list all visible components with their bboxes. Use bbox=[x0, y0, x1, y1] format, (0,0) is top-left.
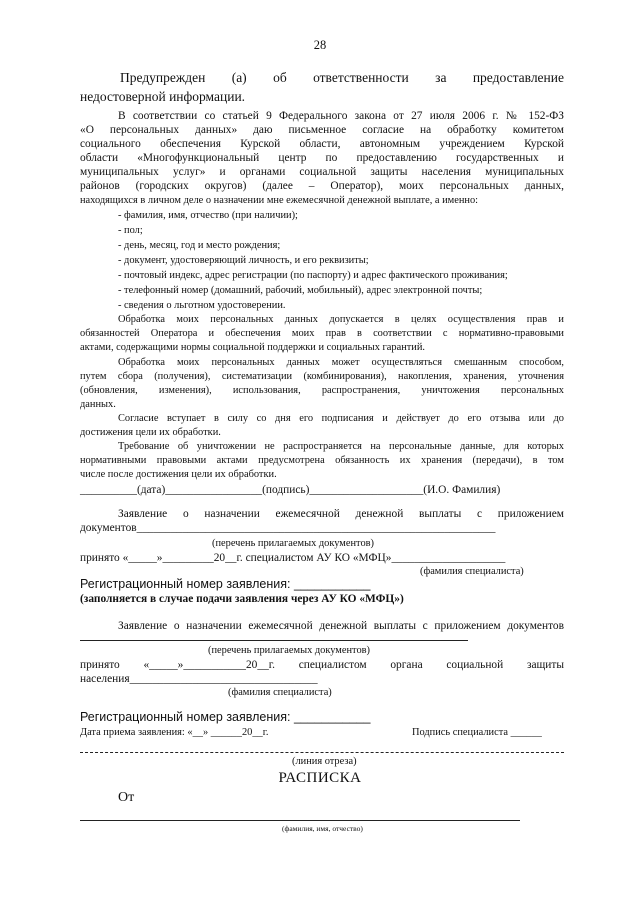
accepted-line: принято «_____»___________20__г. специалистом органа социальной защиты bbox=[80, 659, 564, 671]
documents-caption: (перечень прилагаемых документов) bbox=[208, 645, 371, 656]
date-received: Дата приема заявления: «__» ______20__г. bbox=[80, 727, 269, 738]
receipt-name-caption: (фамилия, имя, отчество) bbox=[282, 824, 363, 833]
paragraph-line: нормативными правовыми актами предусмотрена обязанность их хранения (передачи), в том bbox=[80, 455, 564, 466]
list-item: - почтовый индекс, адрес регистрации (по паспорту) и адрес фактического проживания; bbox=[118, 270, 508, 281]
list-item: - телефонный номер (домашний, рабочий, мобильный), адрес электронной почты; bbox=[118, 285, 483, 296]
consent-line: социального обеспечения Курской области, автономным учреждением Курской bbox=[80, 138, 564, 150]
population-line: населения_________________________________ bbox=[80, 673, 318, 685]
paragraph-line: Обработка моих персональных данных может осуществляться смешанным способом, bbox=[118, 357, 564, 368]
paragraph-line: (обновления, изменения), использования, распространения, уничтожения персональных bbox=[80, 385, 564, 396]
list-item: - фамилия, имя, отчество (при наличии); bbox=[118, 210, 298, 221]
registration-number: Регистрационный номер заявления: ___________ bbox=[80, 577, 371, 591]
specialist-signature: Подпись специалиста ______ bbox=[412, 727, 542, 738]
list-item: - день, месяц, год и место рождения; bbox=[118, 240, 281, 251]
list-item: - сведения о льготном удостоверении. bbox=[118, 300, 286, 311]
documents-blank-line bbox=[80, 640, 468, 641]
paragraph-line: данных. bbox=[80, 399, 116, 410]
mfc-note: (заполняется в случае подачи заявления через АУ КО «МФЦ») bbox=[80, 593, 404, 605]
receipt-title: РАСПИСКА bbox=[278, 770, 362, 786]
list-item: - документ, удостоверяющий личность, и его реквизиты; bbox=[118, 255, 369, 266]
warning-line-1: Предупрежден (а) об ответственности за предоставление bbox=[120, 70, 564, 85]
cut-line bbox=[80, 752, 564, 753]
signature-line: __________(дата)_________________(подпись)____________________(И.О. Фамилия) bbox=[80, 484, 501, 496]
accepted-line: принято «_____»_________20__г. специалистом АУ КО «МФЦ»____________________ bbox=[80, 552, 506, 564]
cut-line-label: (линия отреза) bbox=[292, 756, 357, 767]
consent-line: области «Многофункциональный центр по предоставлению государственных и bbox=[80, 152, 564, 164]
consent-line: В соответствии со статьей 9 Федерального закона от 27 июля 2006 г. № 152-ФЗ bbox=[118, 110, 564, 122]
paragraph-line: путем сбора (получения), систематизации (комбинирования), накопления, хранения, уточнения bbox=[80, 371, 564, 382]
receipt-from-label: От bbox=[118, 790, 135, 805]
paragraph-line: достижения цели их обработки. bbox=[80, 427, 221, 438]
paragraph-line: Требование об уничтожении не распространяется на персональные данные, для которых bbox=[118, 441, 564, 452]
paragraph-line: обязанностей Оператора и обеспечения моих прав в соответствии с нормативно-правовыми bbox=[80, 328, 564, 339]
application-line: Заявление о назначении ежемесячной денежной выплаты с приложением bbox=[118, 508, 564, 520]
specialist-caption: (фамилия специалиста) bbox=[420, 566, 524, 577]
documents-line: документов_______________________________________________________________ bbox=[80, 522, 496, 534]
consent-line: находящихся в личном деле о назначении мне ежемесячной денежной выплате, а именно: bbox=[80, 195, 479, 206]
specialist-caption: (фамилия специалиста) bbox=[228, 687, 332, 698]
consent-line: районов (городских округов) (далее – Оператор), моих персональных данных, bbox=[80, 180, 564, 192]
list-item: - пол; bbox=[118, 225, 143, 236]
paragraph-line: Согласие вступает в силу со дня его подписания и действует до его отзыва или до bbox=[118, 413, 564, 424]
consent-line: «О персональных данных» даю письменное согласие на обработку комитетом bbox=[80, 124, 564, 136]
documents-caption: (перечень прилагаемых документов) bbox=[212, 538, 375, 549]
application-line: Заявление о назначении ежемесячной денежной выплаты с приложением документов bbox=[118, 620, 564, 632]
paragraph-line: Обработка моих персональных данных допускается в целях осуществления прав и bbox=[118, 314, 564, 325]
consent-line: муниципальных услуг» и органами социальной защиты населения муниципальных bbox=[80, 166, 564, 178]
warning-line-2: недостоверной информации. bbox=[80, 89, 246, 104]
paragraph-line: числе после достижения цели их обработки. bbox=[80, 469, 277, 480]
page-number: 28 bbox=[313, 38, 327, 52]
paragraph-line: актами, содержащими нормы социальной поддержки и социальных гарантий. bbox=[80, 342, 426, 353]
receipt-name-line bbox=[80, 820, 520, 821]
registration-number: Регистрационный номер заявления: ___________ bbox=[80, 710, 371, 724]
